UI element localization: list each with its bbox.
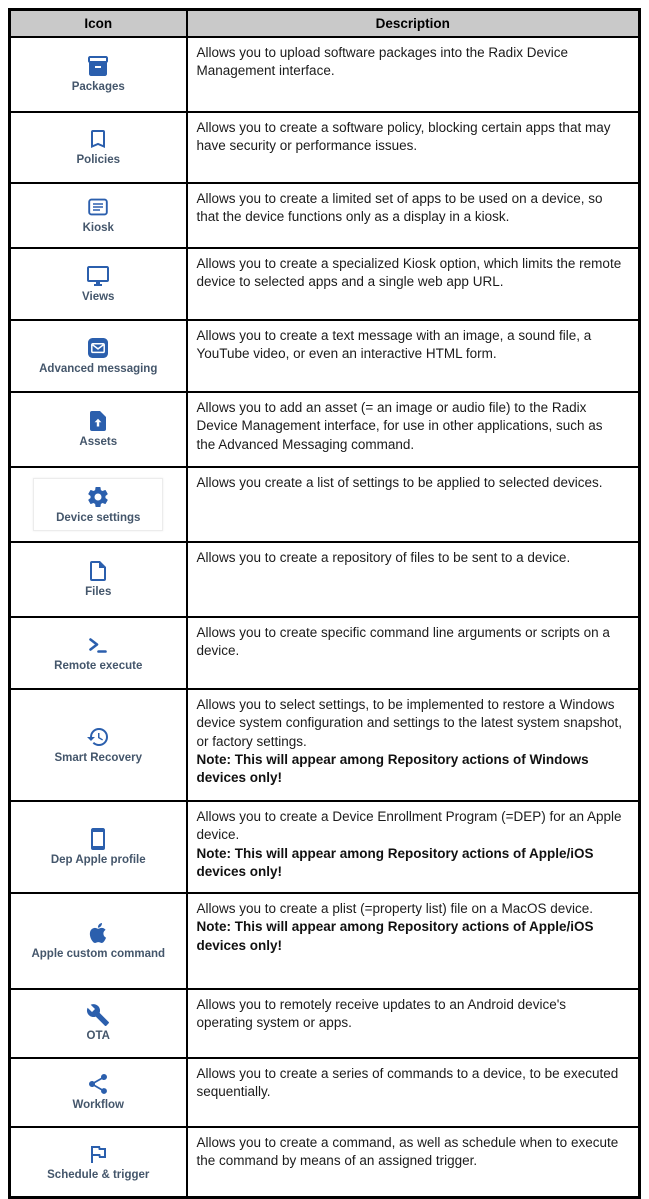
table-row [10, 689, 640, 801]
advanced-messaging-icon [86, 336, 110, 360]
description-cell [187, 248, 640, 320]
icon-cell [10, 183, 187, 248]
icon-cell [10, 801, 187, 893]
description-cell [187, 183, 640, 248]
table-row [10, 112, 640, 183]
icon-cell [10, 1058, 187, 1127]
description-text: Allows you to create a limited set of apps to be used on a device, so that the device functions only as a display in a kiosk. [196, 191, 603, 225]
table-row [10, 1127, 640, 1198]
icon-cell [10, 392, 187, 467]
icon-column-header: Icon [10, 10, 187, 38]
description-cell [187, 320, 640, 392]
icon-cell [10, 112, 187, 183]
icon-label: Kiosk [82, 222, 114, 235]
description-text: Allows you to remotely receive updates to an Android device's operating system or apps. [196, 997, 567, 1031]
description-text: Allows you to upload software packages into the Radix Device Management interface. [196, 45, 568, 79]
device-settings-icon [86, 485, 110, 509]
table-row [10, 467, 640, 542]
table-row [10, 542, 640, 617]
description-text: Allows you to create specific command line arguments or scripts on a device. [196, 625, 610, 659]
smart-recovery-icon [86, 725, 110, 749]
description-cell [187, 542, 640, 617]
description-text: Allows you to create a software policy, blocking certain apps that may have security or performance issues. [196, 120, 611, 154]
icon-label: OTA [86, 1030, 110, 1043]
icon-label: Apple custom command [31, 947, 166, 960]
table-row [10, 392, 640, 467]
icon-label: Packages [71, 81, 125, 94]
icon-label: Schedule & trigger [47, 1168, 150, 1181]
table-row [10, 248, 640, 320]
table-row [10, 37, 640, 112]
description-text: Allows you to create a repository of files to be sent to a device. [196, 550, 571, 565]
description-text: Allows you to create a series of commands to a device, to be executed sequentially. [196, 1066, 619, 1100]
icon-cell [10, 248, 187, 320]
icon-cell [10, 689, 187, 801]
description-text: Allows you to create a text message with an image, a sound file, a YouTube video, or even an interactive HTML form. [196, 328, 592, 362]
table-row [10, 893, 640, 989]
icon-label: Dep Apple profile [50, 853, 146, 866]
icon-cell [10, 893, 187, 989]
table-row [10, 183, 640, 248]
description-cell [187, 801, 640, 893]
icon-description-table [8, 8, 641, 1199]
policies-icon [86, 127, 110, 151]
workflow-icon [86, 1072, 110, 1096]
description-cell [187, 467, 640, 542]
icon-label: Smart Recovery [54, 751, 143, 764]
description-column-header: Description [187, 10, 640, 38]
description-cell [187, 617, 640, 689]
icon-label: Workflow [72, 1099, 125, 1112]
icon-cell [10, 617, 187, 689]
icon-label: Assets [79, 436, 118, 449]
icon-cell [10, 320, 187, 392]
description-cell [187, 689, 640, 801]
icon-label: Device settings [56, 512, 141, 525]
icon-label: Views [82, 290, 115, 303]
dep-apple-profile-icon [86, 827, 110, 851]
remote-execute-icon [86, 633, 110, 657]
description-text: Allows you to add an asset (= an image or audio file) to the Radix Device Management interface, for use in other applications, such as the Advanced Messaging command. [196, 400, 603, 452]
note-text: Note: This will appear among Repository actions of Apple/iOS devices only! [196, 919, 594, 953]
kiosk-icon [86, 195, 110, 219]
apple-custom-command-icon [86, 921, 110, 945]
description-text: Allows you to create a specialized Kiosk option, which limits the remote device to selected apps and a single web app URL. [196, 256, 622, 290]
schedule-trigger-icon [86, 1142, 110, 1166]
icon-label: Advanced messaging [39, 362, 158, 375]
icon-cell [10, 37, 187, 112]
table-row [10, 320, 640, 392]
table-row [10, 617, 640, 689]
packages-icon [86, 54, 110, 78]
description-text: Allows you to create a plist (=property list) file on a MacOS device. [196, 901, 594, 916]
description-text: Allows you to select settings, to be implemented to restore a Windows device system configuration and settings to the latest system snapshot, or factory settings. [196, 697, 622, 749]
assets-icon [86, 409, 110, 433]
icon-cell [10, 1127, 187, 1198]
files-icon [86, 559, 110, 583]
icon-cell [10, 542, 187, 617]
description-cell [187, 893, 640, 989]
description-text: Allows you to create a command, as well as schedule when to execute the command by means of an assigned trigger. [196, 1135, 619, 1169]
description-cell [187, 112, 640, 183]
description-cell [187, 37, 640, 112]
ota-icon [86, 1003, 110, 1027]
icon-cell [10, 467, 187, 542]
description-text: Allows you create a list of settings to be applied to selected devices. [196, 475, 603, 490]
note-text: Note: This will appear among Repository actions of Windows devices only! [196, 752, 589, 786]
icon-label: Policies [76, 154, 120, 167]
description-text: Allows you to create a Device Enrollment Program (=DEP) for an Apple device. [196, 809, 622, 843]
icon-label: Remote execute [54, 659, 143, 672]
table-row [10, 1058, 640, 1127]
icon-label: Files [85, 586, 112, 599]
header-row [10, 10, 640, 38]
description-cell [187, 1127, 640, 1198]
views-icon [86, 264, 110, 288]
table-row [10, 801, 640, 893]
description-cell [187, 392, 640, 467]
note-text: Note: This will appear among Repository actions of Apple/iOS devices only! [196, 845, 594, 880]
description-cell [187, 1058, 640, 1127]
